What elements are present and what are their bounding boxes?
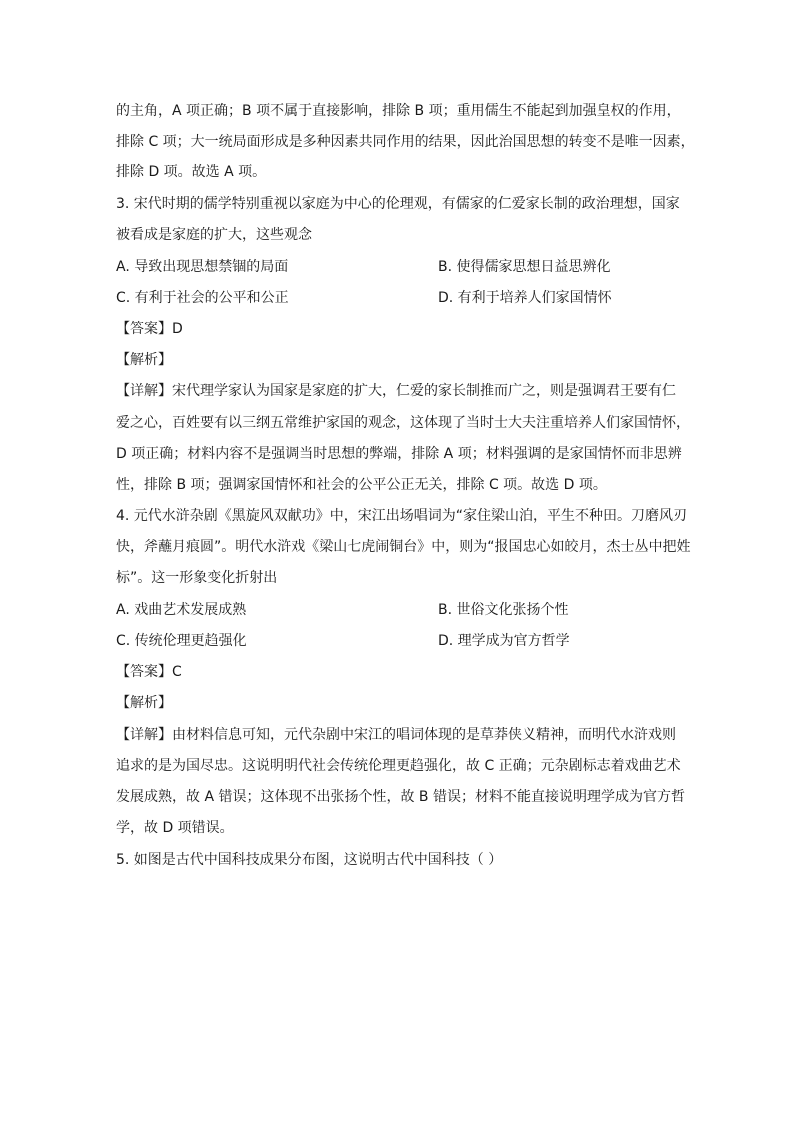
q3-detail: 爱之心，百姓要有以三纲五常维护家国的观念，这体现了当时士大夫注重培养人们家国情怀， bbox=[116, 415, 690, 431]
q3-option-c: C. 有利于社会的公平和公正 bbox=[116, 290, 289, 306]
q3-analysis-label: 【解析】 bbox=[116, 352, 172, 368]
prev-analysis-line: 的主角，A 项正确；B 项不属于直接影响，排除 B 项；重用儒生不能起到加强皇权的作用， bbox=[116, 103, 681, 119]
q4-detail: 【详解】由材料信息可知，元代杂剧中宋江的唱词体现的是草莽侠义精神，而明代水浒戏则 bbox=[116, 727, 676, 743]
q4-stem: 标”。这一形象变化折射出 bbox=[116, 570, 278, 586]
q4-stem: 4. 元代水浒杂剧《黑旋风双献功》中，宋江出场唱词为“家住梁山泊，平生不种田。刀磨风刃 bbox=[116, 508, 688, 524]
q3-answer: 【答案】D bbox=[116, 321, 183, 337]
q3-detail: 性，排除 B 项；强调家国情怀和社会的公平公正无关，排除 C 项。故选 D 项。 bbox=[116, 477, 607, 493]
q3-option-d: D. 有利于培养人们家国情怀 bbox=[438, 290, 612, 306]
q3-detail: D 项正确；材料内容不是强调当时思想的弊端，排除 A 项；材料强调的是家国情怀而非思辨 bbox=[116, 446, 682, 462]
q4-option-a: A. 戏曲艺术发展成熟 bbox=[116, 602, 247, 618]
q3-stem: 3. 宋代时期的儒学特别重视以家庭为中心的伦理观，有儒家的仁爱家长制的政治理想，国家 bbox=[116, 196, 680, 212]
q4-detail: 追求的是为国尽忠。这说明明代社会传统伦理更趋强化，故 C 正确；元杂剧标志着戏曲艺术 bbox=[116, 758, 681, 774]
q4-detail: 学，故 D 项错误。 bbox=[116, 820, 234, 836]
q4-analysis-label: 【解析】 bbox=[116, 695, 172, 711]
q4-option-b: B. 世俗文化张扬个性 bbox=[438, 602, 569, 618]
q4-detail: 发展成熟，故 A 错误；这体现不出张扬个性，故 B 错误；材料不能直接说明理学成为官方哲 bbox=[116, 789, 685, 805]
prev-analysis-line: 排除 D 项。故选 A 项。 bbox=[116, 164, 267, 180]
q5-stem: 5. 如图是古代中国科技成果分布图，这说明古代中国科技（ ） bbox=[116, 852, 503, 868]
q4-stem: 快，斧蘸月痕圆”。明代水浒戏《梁山七虎闹铜台》中，则为“报国忠心如皎月，杰士丛中把姓 bbox=[116, 539, 691, 555]
q3-option-b: B. 使得儒家思想日益思辨化 bbox=[438, 259, 611, 275]
q3-option-a: A. 导致出现思想禁锢的局面 bbox=[116, 259, 289, 275]
q4-answer: 【答案】C bbox=[116, 664, 182, 680]
q3-detail: 【详解】宋代理学家认为国家是家庭的扩大，仁爱的家长制推而广之，则是强调君王要有仁 bbox=[116, 383, 676, 399]
q3-stem: 被看成是家庭的扩大，这些观念 bbox=[116, 227, 312, 243]
q4-option-c: C. 传统伦理更趋强化 bbox=[116, 633, 247, 649]
q4-option-d: D. 理学成为官方哲学 bbox=[438, 633, 570, 649]
prev-analysis-line: 排除 C 项；大一统局面形成是多种因素共同作用的结果，因此治国思想的转变不是唯一因素， bbox=[116, 134, 695, 150]
